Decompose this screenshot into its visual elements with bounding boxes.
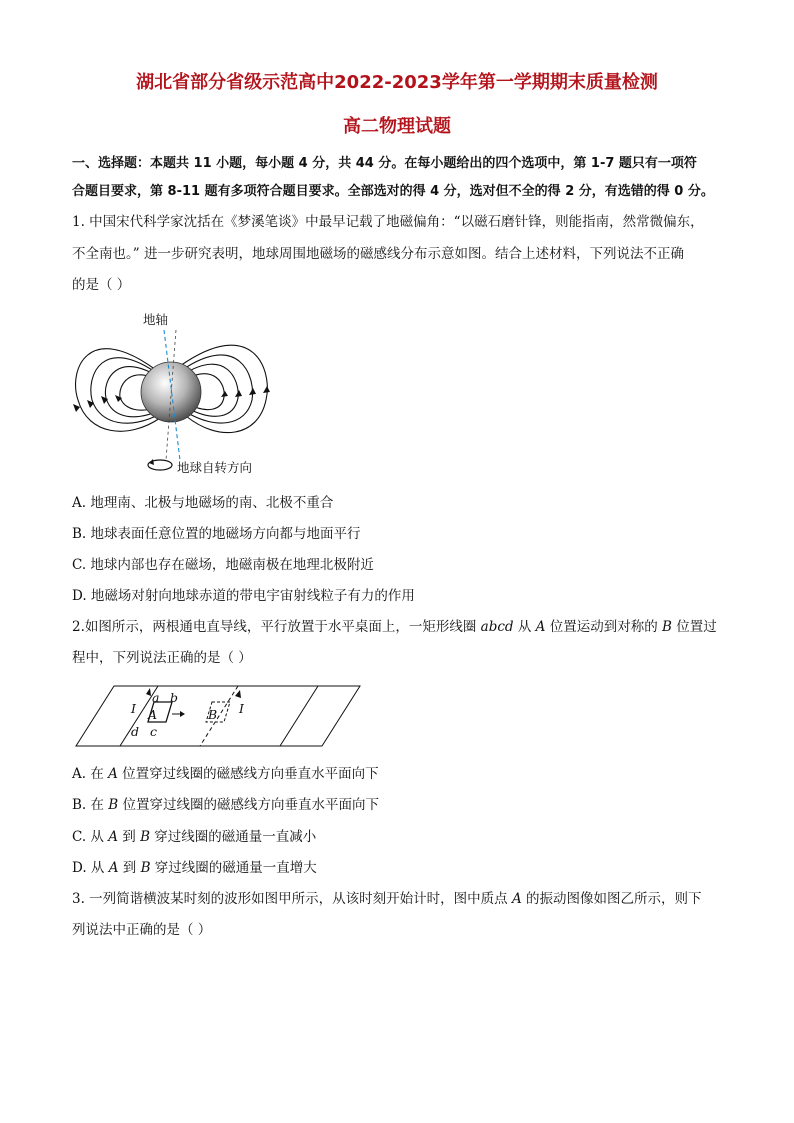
geomagnetic-field-figure (68, 300, 278, 480)
q1-stem-line2: 不全南也。” 进一步研究表明，地球周围地磁场的磁感线分布示意如图。结合上述材料，下列说法不正确 (72, 246, 684, 262)
current-label-left: I (131, 701, 136, 716)
q1-option-a: A. 地理南、北极与地磁场的南、北极不重合 (72, 495, 334, 511)
q1-stem-line3: 的是（ ） (72, 277, 131, 293)
current-label-right: I (239, 701, 244, 716)
motion-arrow-head (180, 711, 185, 717)
q2-option-a: A. 在 A 位置穿过线圈的磁感线方向垂直水平面向下 (72, 766, 379, 782)
current-arrow-left (146, 688, 151, 696)
section-instructions-line2: 合题目要求，第 8-11 题有多项符合题目要求。全部选对的得 4 分，选对但不全的得 2 分，有选错的得 0 分。 (72, 184, 714, 199)
current-arrow-right (235, 690, 241, 698)
vertex-label-a: a (152, 690, 160, 705)
exam-subtitle: 高二物理试题 (343, 116, 451, 137)
q1-option-b: B. 地球表面任意位置的地磁场方向都与地面平行 (72, 526, 361, 542)
position-label-a: A (148, 707, 158, 722)
vertex-label-c: c (150, 724, 158, 739)
q2-option-c: C. 从 A 到 B 穿过线圈的磁通量一直减小 (72, 829, 317, 845)
q1-option-d: D. 地磁场对射向地球赤道的带电宇宙射线粒子有力的作用 (72, 588, 415, 604)
wire-right (280, 686, 318, 746)
vertex-label-b: b (170, 690, 179, 705)
earth-axis-label: 地轴 (143, 312, 169, 327)
vertex-label-d: d (131, 724, 140, 739)
symmetry-line (200, 686, 238, 746)
q2-stem-line1: 2.如图所示，两根通电直导线，平行放置于水平桌面上，一矩形线圈 abcd 从 A 位置运动到对称的 B 位置过 (72, 619, 717, 635)
q3-stem-line1: 3. 一列简谐横波某时刻的波形如图甲所示，从该时刻开始计时，图中质点 A 的振动图像如图乙所示，则下 (72, 891, 702, 907)
section-instructions-line1: 一、选择题：本题共 11 小题，每小题 4 分，共 44 分。在每小题给出的四个选项中，第 1-7 题只有一项符 (72, 156, 697, 171)
q1-stem-line1: 1. 中国宋代科学家沈括在《梦溪笔谈》中最早记载了地磁偏角：“以磁石磨针锋，则能指南，然常微偏东， (72, 214, 704, 230)
q2-stem-line2: 程中，下列说法正确的是（ ） (72, 650, 252, 666)
table-surface (76, 686, 360, 746)
q3-stem-line2: 列说法中正确的是（ ） (72, 922, 212, 938)
position-label-b: B (208, 707, 218, 722)
q2-option-b: B. 在 B 位置穿过线圈的磁感线方向垂直水平面向下 (72, 797, 380, 813)
exam-title: 湖北省部分省级示范高中2022-2023学年第一学期期末质量检测 (136, 72, 658, 93)
q2-option-d: D. 从 A 到 B 穿过线圈的磁通量一直增大 (72, 860, 317, 876)
q1-option-c: C. 地球内部也存在磁场，地磁南极在地理北极附近 (72, 557, 374, 573)
earth-rotation-label: 地球自转方向 (177, 460, 253, 475)
